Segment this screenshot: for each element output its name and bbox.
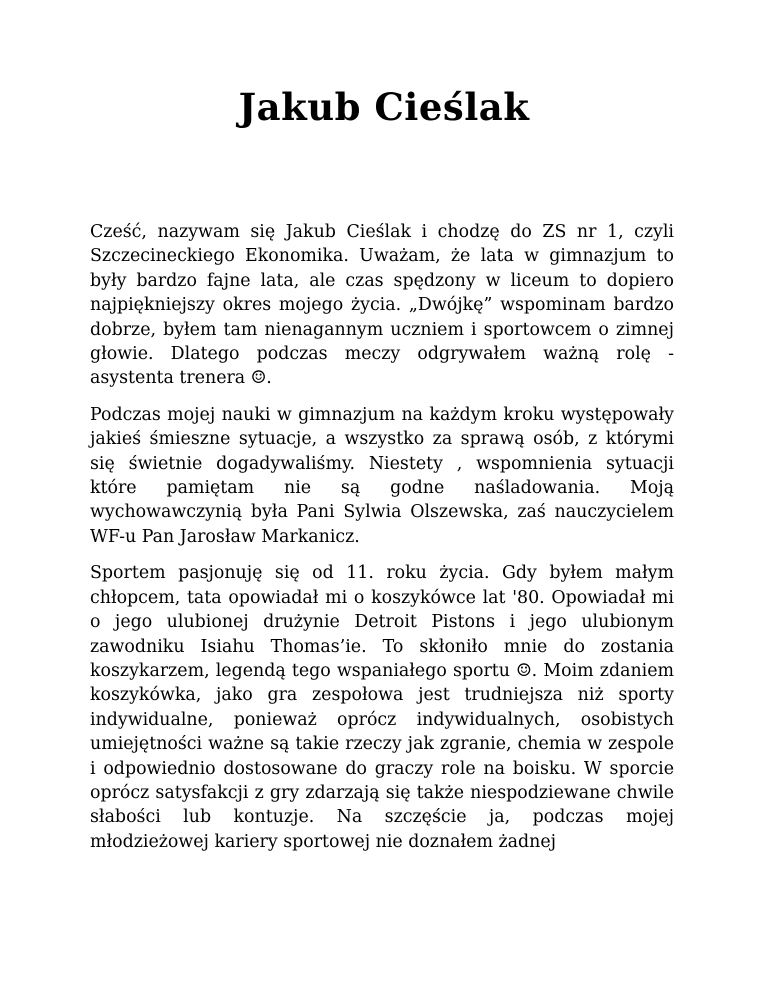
paragraph-gimnazjum: Podczas mojej nauki w gimnazjum na każdym kroku występowały jakieś śmieszne sytuacje, a wszystko za sprawą osób, z którymi się świetnie dogadywaliśmy. Niestety , wspomnienia sytuacji które pamiętam nie są godne naśladowania. Moją wychowawczynią była Pani Sylwia Olszewska, zaś nauczycielem WF-u Pan Jarosław Markanicz. [90,404,674,547]
paragraph-intro: Cześć, nazywam się Jakub Cieślak i chodzę do ZS nr 1, czyli Szczecineckiego Ekonomika. Uważam, że lata w gimnazjum to były bardzo fajne lata, ale czas spędzony w liceum to dopiero najpiękniejszy okres mojego życia. „Dwójkę” wspominam bardzo dobrze, byłem tam nienagannym uczniem i sportowcem o zimnej głowie. Dlatego podczas meczy odgrywałem ważną rolę - asystenta trenera ☺. [90,222,674,389]
document-body [90,220,674,866]
paragraph-sport: Sportem pasjonuję się od 11. roku życia. Gdy byłem małym chłopcem, tata opowiadał mi o koszykówce lat '80. Opowiadał mi o jego ulubionej drużynie Detroit Pistons i jego ulubionym zawodniku Isiahu Thomas’ie. To skłoniło mnie do zostania koszykarzem, legendą tego wspaniałego sportu ☺. Moim zdaniem koszykówka, jako gra zespołowa jest trudniejsza niż sporty indywidualne, ponieważ oprócz indywidualnych, osobistych umiejętności ważne są takie rzeczy jak zgranie, chemia w zespole i odpowiednio dostosowane do graczy role na boisku. W sporcie oprócz satysfakcji z gry zdarzają się także niespodziewane chwile słabości lub kontuzje. Na szczęście ja, podczas mojej młodzieżowej kariery sportowej nie doznałem żadnej [90,563,674,852]
page-title: Jakub Cieślak [238,85,530,129]
